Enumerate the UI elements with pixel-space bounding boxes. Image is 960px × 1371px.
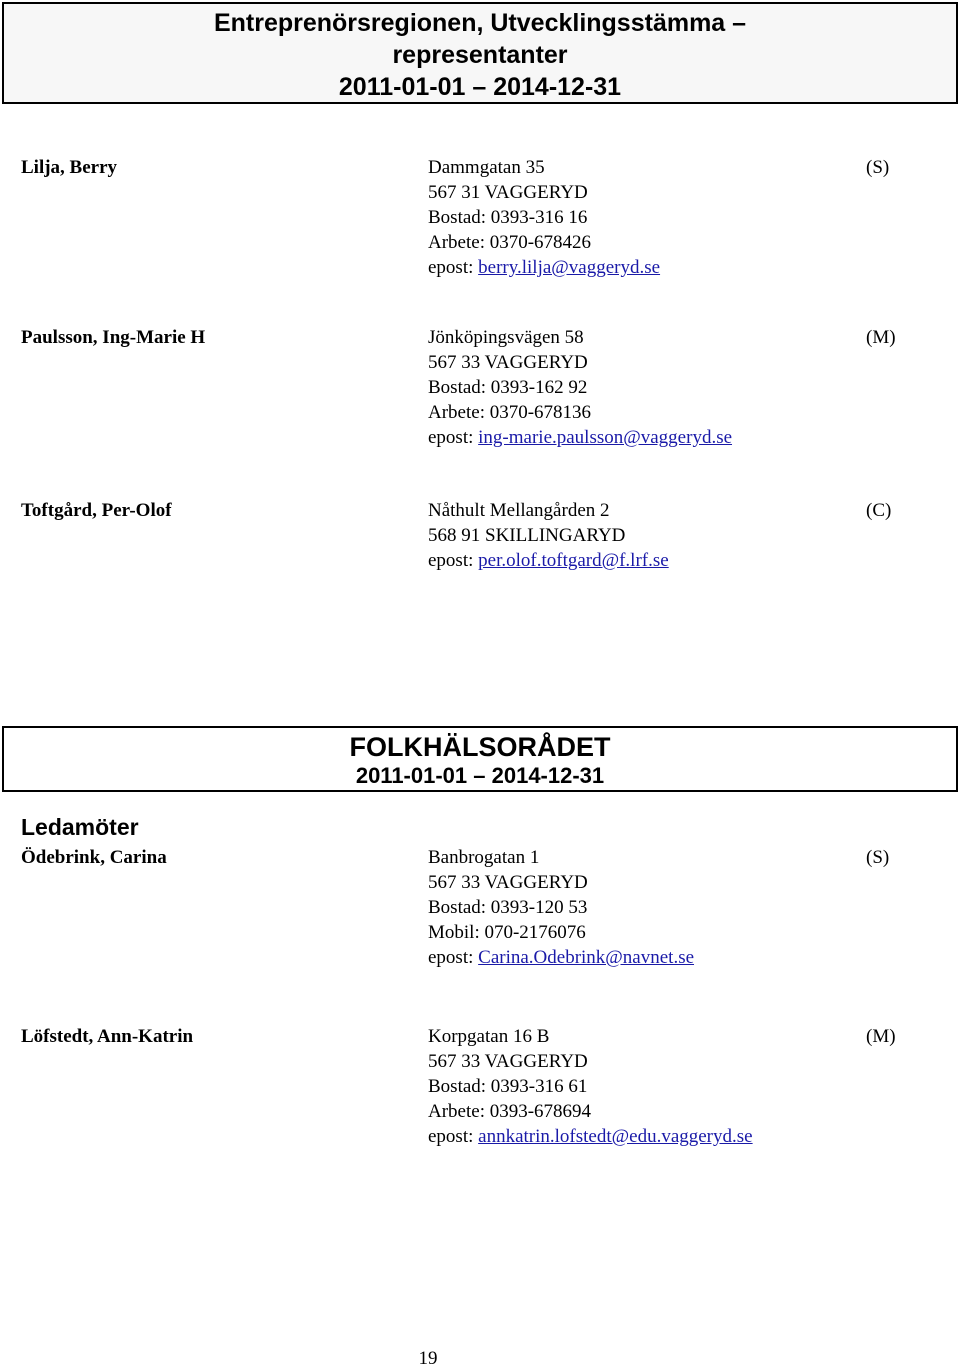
- header-title-line2: representanter: [392, 41, 568, 69]
- header-period: 2011-01-01 – 2014-12-31: [338, 73, 622, 101]
- postal-address: 567 33 VAGGERYD: [428, 352, 588, 373]
- postal-address: 567 33 VAGGERYD: [428, 1051, 588, 1072]
- address-block: [428, 155, 660, 280]
- address-block: [428, 845, 694, 970]
- section-period: 2011-01-01 – 2014-12-31: [355, 763, 605, 788]
- home-phone: Bostad: 0393-316 16: [428, 207, 588, 228]
- email-link[interactable]: annkatrin.lofstedt@edu.vaggeryd.se: [478, 1126, 753, 1147]
- email-label: epost:: [428, 947, 479, 968]
- party-badge: (S): [866, 157, 890, 178]
- party-badge: (M): [866, 1026, 896, 1047]
- email-label: epost:: [428, 1126, 479, 1147]
- address-block: [428, 498, 669, 573]
- email-label: epost:: [428, 257, 479, 278]
- work-phone: Arbete: 0370-678136: [428, 402, 592, 423]
- email-line: [428, 425, 732, 450]
- postal-address: 568 91 SKILLINGARYD: [428, 525, 626, 546]
- email-link[interactable]: berry.lilja@vaggeryd.se: [478, 257, 661, 278]
- postal-address: 567 31 VAGGERYD: [428, 182, 588, 203]
- home-phone: Bostad: 0393-162 92: [428, 377, 588, 398]
- section-title: FOLKHÄLSORÅDET: [349, 732, 611, 762]
- street: Nåthult Mellangården 2: [428, 500, 610, 521]
- work-phone: Arbete: 0370-678426: [428, 232, 592, 253]
- folkhalsoradet-box: [2, 726, 958, 792]
- address-block: [428, 325, 732, 450]
- header-title-line1: Entreprenörsregionen, Utvecklingsstämma –: [213, 9, 747, 37]
- person-name: Toftgård, Per-Olof: [21, 500, 172, 521]
- party-badge: (S): [866, 847, 890, 868]
- email-link[interactable]: Carina.Odebrink@navnet.se: [478, 947, 695, 968]
- email-line: [428, 255, 660, 280]
- party-badge: (M): [866, 327, 896, 348]
- home-phone: Bostad: 0393-120 53: [428, 897, 588, 918]
- street: Dammgatan 35: [428, 157, 545, 178]
- members-heading: Ledamöter: [21, 814, 139, 840]
- street: Korpgatan 16 B: [428, 1026, 550, 1047]
- email-line: [428, 1124, 753, 1149]
- work-phone: Arbete: 0393-678694: [428, 1101, 592, 1122]
- page-number: 19: [418, 1348, 438, 1369]
- party-badge: (C): [866, 500, 892, 521]
- person-name: Ödebrink, Carina: [21, 847, 167, 868]
- postal-address: 567 33 VAGGERYD: [428, 872, 588, 893]
- home-phone: Bostad: 0393-316 61: [428, 1076, 588, 1097]
- header-box: [2, 2, 958, 104]
- email-link[interactable]: ing-marie.paulsson@vaggeryd.se: [478, 427, 733, 448]
- mobile-phone: Mobil: 070-2176076: [428, 922, 586, 943]
- person-name: Paulsson, Ing-Marie H: [21, 327, 206, 348]
- email-label: epost:: [428, 427, 479, 448]
- street: Banbrogatan 1: [428, 847, 540, 868]
- person-name: Lilja, Berry: [21, 157, 118, 178]
- email-link[interactable]: per.olof.toftgard@f.lrf.se: [478, 550, 669, 571]
- street: Jönköpingsvägen 58: [428, 327, 584, 348]
- address-block: [428, 1024, 753, 1149]
- email-line: [428, 548, 669, 573]
- person-name: Löfstedt, Ann-Katrin: [21, 1026, 194, 1047]
- email-label: epost:: [428, 550, 479, 571]
- email-line: [428, 945, 694, 970]
